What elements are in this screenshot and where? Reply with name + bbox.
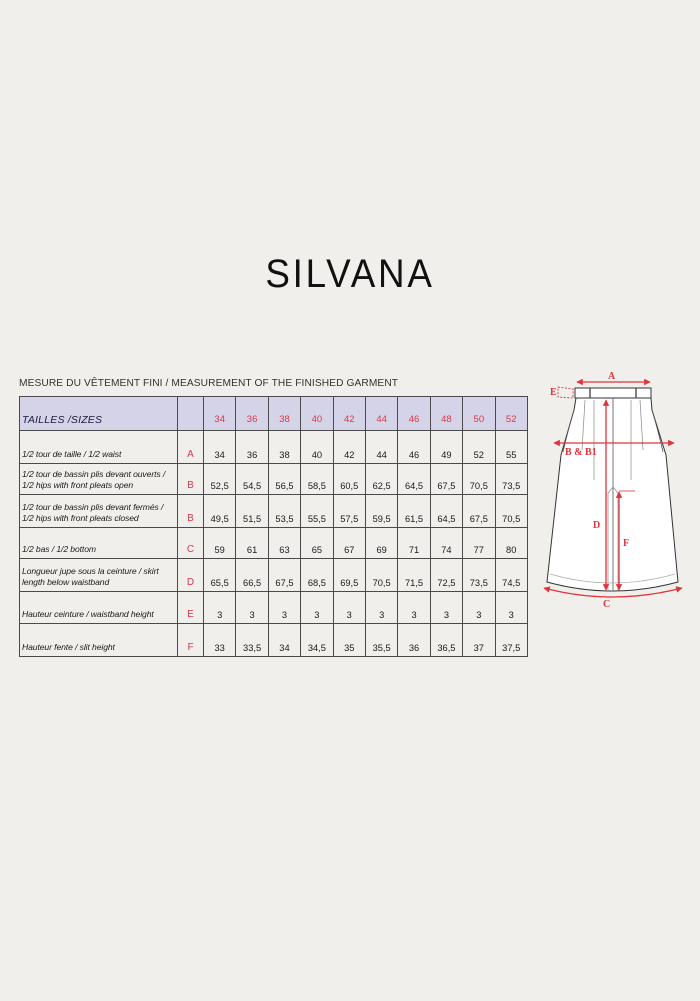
cell-value: 34 [268,624,300,657]
cell-value: 55,5 [301,495,333,528]
row-label: Hauteur fente / slit height [20,624,178,657]
size-header: 38 [268,397,300,431]
row-letter: B [178,464,204,495]
cell-value: 53,5 [268,495,300,528]
cell-value: 68,5 [301,559,333,592]
cell-value: 72,5 [430,559,462,592]
cell-value: 77 [463,528,495,559]
cell-value: 37,5 [495,624,527,657]
cell-value: 57,5 [333,495,365,528]
cell-value: 36 [398,624,430,657]
row-letter: C [178,528,204,559]
cell-value: 3 [333,592,365,624]
cell-value: 69 [365,528,397,559]
cell-value: 69,5 [333,559,365,592]
cell-value: 46 [398,431,430,464]
cell-value: 73,5 [463,559,495,592]
cell-value: 67,5 [463,495,495,528]
cell-value: 37 [463,624,495,657]
cell-value: 70,5 [495,495,527,528]
label-e: E [550,387,557,398]
label-b-b1: B & B1 [565,447,597,458]
row-letter: B [178,495,204,528]
size-header: 52 [495,397,527,431]
skirt-diagram [530,360,700,620]
cell-value: 33,5 [236,624,268,657]
row-label: 1/2 tour de taille / 1/2 waist [20,431,178,464]
cell-value: 64,5 [398,464,430,495]
page-title: SILVANA [265,252,435,296]
cell-value: 49,5 [204,495,236,528]
table-row [20,431,528,464]
row-letter: D [178,559,204,592]
cell-value: 74,5 [495,559,527,592]
label-c: C [603,599,611,610]
size-header: 50 [463,397,495,431]
row-letter: F [178,624,204,657]
table-row [20,495,528,528]
cell-value: 44 [365,431,397,464]
table-row [20,528,528,559]
cell-value: 71,5 [398,559,430,592]
cell-value: 59,5 [365,495,397,528]
row-label: 1/2 bas / 1/2 bottom [20,528,178,559]
cell-value: 71 [398,528,430,559]
label-d: D [593,520,601,531]
cell-value: 62,5 [365,464,397,495]
table-row [20,464,528,495]
cell-value: 54,5 [236,464,268,495]
cell-value: 55 [495,431,527,464]
cell-value: 34,5 [301,624,333,657]
cell-value: 58,5 [301,464,333,495]
row-label: 1/2 tour de bassin plis devant ouverts / 1/2 hips with front pleats open [20,464,178,495]
cell-value: 80 [495,528,527,559]
letter-header [178,397,204,431]
cell-value: 3 [301,592,333,624]
cell-value: 56,5 [268,464,300,495]
cell-value: 36 [236,431,268,464]
cell-value: 51,5 [236,495,268,528]
cell-value: 70,5 [463,464,495,495]
table-caption: MESURE DU VÊTEMENT FINI / MEASUREMENT OF THE FINISHED GARMENT [19,378,399,389]
cell-value: 65 [301,528,333,559]
row-label: Longueur jupe sous la ceinture / skirt length below waistband [20,559,178,592]
cell-value: 66,5 [236,559,268,592]
cell-value: 36,5 [430,624,462,657]
cell-value: 61 [236,528,268,559]
cell-value: 42 [333,431,365,464]
row-label: 1/2 tour de bassin plis devant fermés / 1/2 hips with front pleats closed [20,495,178,528]
size-header: 34 [204,397,236,431]
cell-value: 65,5 [204,559,236,592]
cell-value: 3 [268,592,300,624]
table-header-row [20,397,528,431]
cell-value: 35,5 [365,624,397,657]
cell-value: 49 [430,431,462,464]
cell-value: 52 [463,431,495,464]
size-header: 44 [365,397,397,431]
cell-value: 67 [333,528,365,559]
cell-value: 3 [495,592,527,624]
cell-value: 70,5 [365,559,397,592]
cell-value: 38 [268,431,300,464]
size-header: 36 [236,397,268,431]
cell-value: 64,5 [430,495,462,528]
cell-value: 73,5 [495,464,527,495]
row-label: Hauteur ceinture / waistband height [20,592,178,624]
cell-value: 34 [204,431,236,464]
cell-value: 52,5 [204,464,236,495]
cell-value: 3 [398,592,430,624]
size-header: 46 [398,397,430,431]
label-a: A [608,371,616,382]
table-row [20,559,528,592]
cell-value: 3 [365,592,397,624]
cell-value: 60,5 [333,464,365,495]
cell-value: 33 [204,624,236,657]
row-letter: E [178,592,204,624]
cell-value: 3 [204,592,236,624]
size-header: 48 [430,397,462,431]
label-f: F [623,538,630,549]
cell-value: 67,5 [430,464,462,495]
cell-value: 61,5 [398,495,430,528]
cell-value: 63 [268,528,300,559]
row-letter: A [178,431,204,464]
size-header: 40 [301,397,333,431]
cell-value: 40 [301,431,333,464]
sizes-header: TAILLES /SIZES [20,397,178,431]
table-row [20,624,528,657]
cell-value: 3 [236,592,268,624]
cell-value: 59 [204,528,236,559]
cell-value: 35 [333,624,365,657]
skirt-outline-icon [547,398,678,591]
cell-value: 3 [463,592,495,624]
cell-value: 67,5 [268,559,300,592]
cell-value: 3 [430,592,462,624]
cell-value: 74 [430,528,462,559]
size-header: 42 [333,397,365,431]
size-chart-table [19,396,528,657]
table-row [20,592,528,624]
